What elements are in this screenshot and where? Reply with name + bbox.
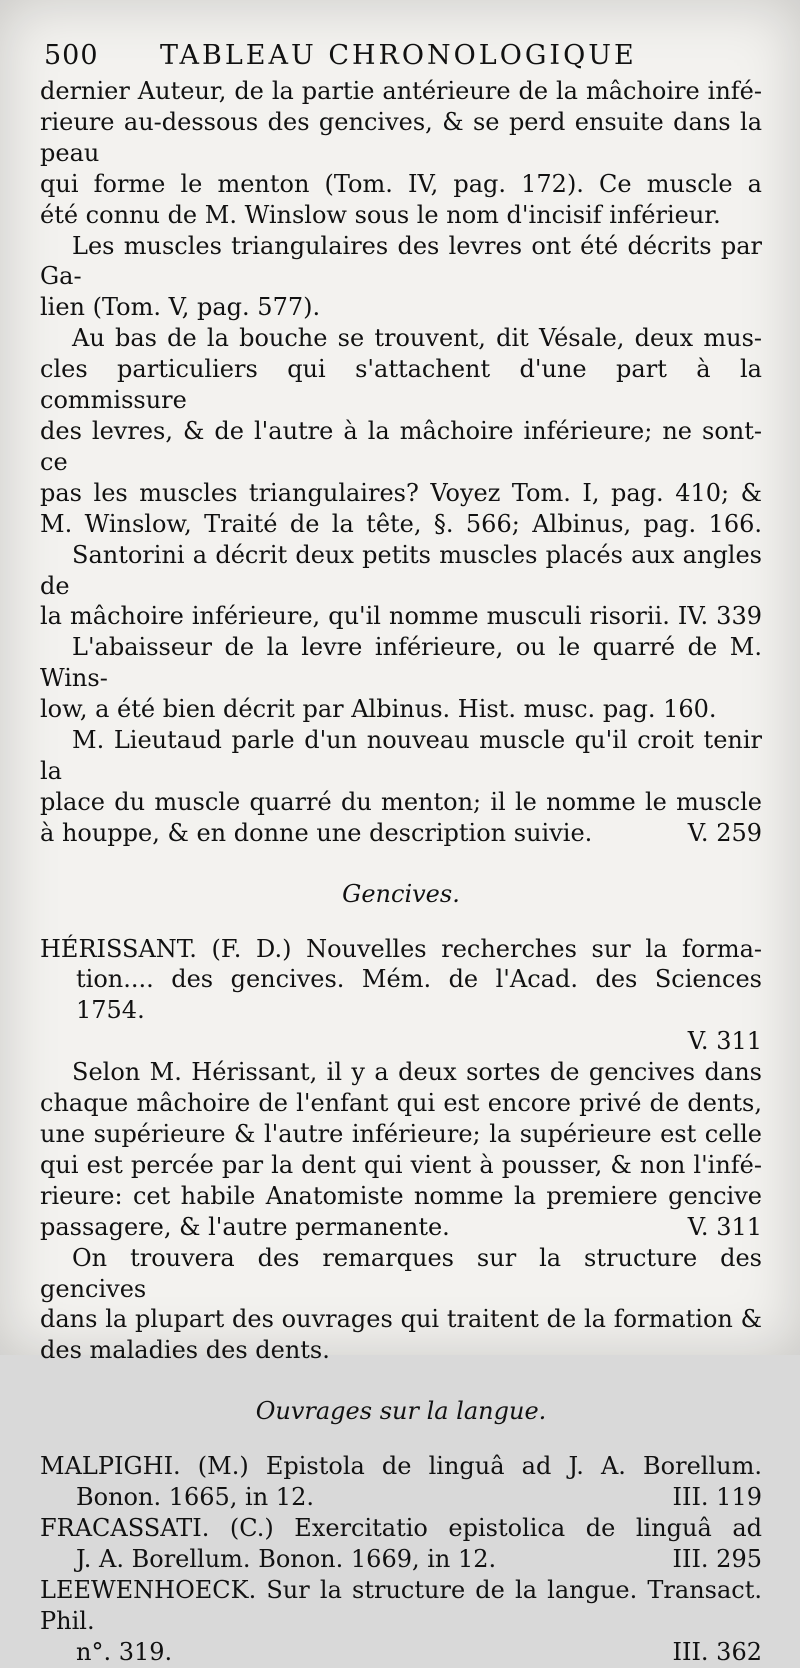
text-line: qui forme le menton (Tom. IV, pag. 172). Ce muscle a	[40, 169, 762, 198]
volume-reference: V. 259	[687, 818, 762, 847]
text-line: la mâchoire inférieure, qu'il nomme musculi risorii. IV. 339	[40, 602, 762, 631]
spacer	[40, 1366, 762, 1396]
bib-entry-line: HÉRISSANT. (F. D.) Nouvelles recherches sur la forma-	[40, 934, 762, 963]
text-line	[40, 818, 762, 849]
text-line: cles particuliers qui s'attachent d'une part à la commissure	[40, 355, 762, 415]
text-line-body: passagere, & l'autre permanente.	[40, 1212, 450, 1241]
volume-reference: III. 119	[672, 1483, 762, 1512]
text-line: rieure: cet habile Anatomiste nomme la premiere gencive	[40, 1181, 762, 1210]
text-line: Les muscles triangulaires des levres ont été décrits par Ga-	[40, 231, 762, 291]
volume-reference: III. 362	[672, 1637, 762, 1666]
bib-entry-line: LEEWENHOECK. Sur la structure de la langue. Transact. Phil.	[40, 1575, 762, 1635]
text-line	[40, 1212, 762, 1243]
spacer	[40, 910, 762, 934]
text-line: Au bas de la bouche se trouvent, dit Vésale, deux mus-	[72, 324, 762, 353]
running-title: TABLEAU CHRONOLOGIQUE	[160, 40, 637, 71]
text-line-body: à houppe, & en donne une description suivie.	[40, 818, 593, 847]
volume-reference: V. 311	[687, 1027, 762, 1056]
section-heading-langue: Ouvrages sur la langue.	[255, 1397, 547, 1426]
text-line: chaque mâchoire de l'enfant qui est encore privé de dents,	[40, 1089, 762, 1118]
text-line: qui est percée par la dent qui vient à pousser, & non l'infé-	[40, 1150, 762, 1179]
text-line-body: J. A. Borellum. Bonon. 1669, in 12.	[76, 1544, 497, 1573]
page-number: 500	[44, 40, 99, 71]
text-line: M. Winslow, Traité de la tête, §. 566; Albinus, pag. 166.	[40, 509, 762, 538]
text-line: rieure au-dessous des gencives, & se perd ensuite dans la peau	[40, 107, 762, 167]
text-line: dernier Auteur, de la partie antérieure de la mâchoire infé-	[40, 77, 762, 105]
text-line: une supérieure & l'autre inférieure; la supérieure est celle	[40, 1120, 762, 1148]
text-line: pas les muscles triangulaires? Voyez Tom. I, pag. 410; &	[40, 478, 762, 507]
text-line: L'abaisseur de la levre inférieure, ou le quarré de M. Wins-	[40, 633, 762, 693]
bib-entry-line	[40, 1482, 762, 1513]
bib-entry-line	[40, 1637, 762, 1668]
bib-entry-line	[40, 1544, 762, 1575]
text-line: des levres, & de l'autre à la mâchoire inférieure; ne sont-ce	[40, 416, 762, 476]
text-line-body: n°. 319.	[76, 1637, 173, 1666]
text-line-body: Bonon. 1665, in 12.	[76, 1483, 314, 1512]
text-line: place du muscle quarré du menton; il le nomme le muscle	[40, 787, 762, 816]
running-header	[40, 38, 780, 78]
text-line: Selon M. Hérissant, il y a deux sortes de gencives dans	[72, 1058, 762, 1087]
volume-reference: III. 295	[672, 1544, 762, 1573]
volume-reference: V. 311	[687, 1212, 762, 1241]
text-line: lien (Tom. V, pag. 577).	[40, 293, 321, 322]
text-line: dans la plupart des ouvrages qui traitent de la formation &	[40, 1305, 762, 1334]
section-heading-gencives: Gencives.	[342, 879, 460, 908]
text-line: On trouvera des remarques sur la structure des gencives	[40, 1243, 762, 1303]
text-line: M. Lieutaud parle d'un nouveau muscle qu'il croit tenir la	[40, 726, 762, 785]
page-body	[40, 76, 762, 1668]
spacer	[40, 1427, 762, 1451]
text-line: Santorini a décrit deux petits muscles placés aux angles de	[40, 540, 762, 600]
bib-entry-line: MALPIGHI. (M.) Epistola de linguâ ad J. A. Borellum.	[40, 1452, 762, 1481]
bib-entry-line: tion.... des gencives. Mém. de l'Acad. des Sciences 1754.	[76, 965, 762, 1025]
spacer	[40, 849, 762, 879]
text-line: été connu de M. Winslow sous le nom d'incisif inférieur.	[40, 200, 721, 229]
text-line: des maladies des dents.	[40, 1336, 330, 1365]
text-line: low, a été bien décrit par Albinus. Hist. musc. pag. 160.	[40, 695, 717, 724]
bib-entry-line: FRACASSATI. (C.) Exercitatio epistolica de linguâ ad	[40, 1513, 762, 1542]
